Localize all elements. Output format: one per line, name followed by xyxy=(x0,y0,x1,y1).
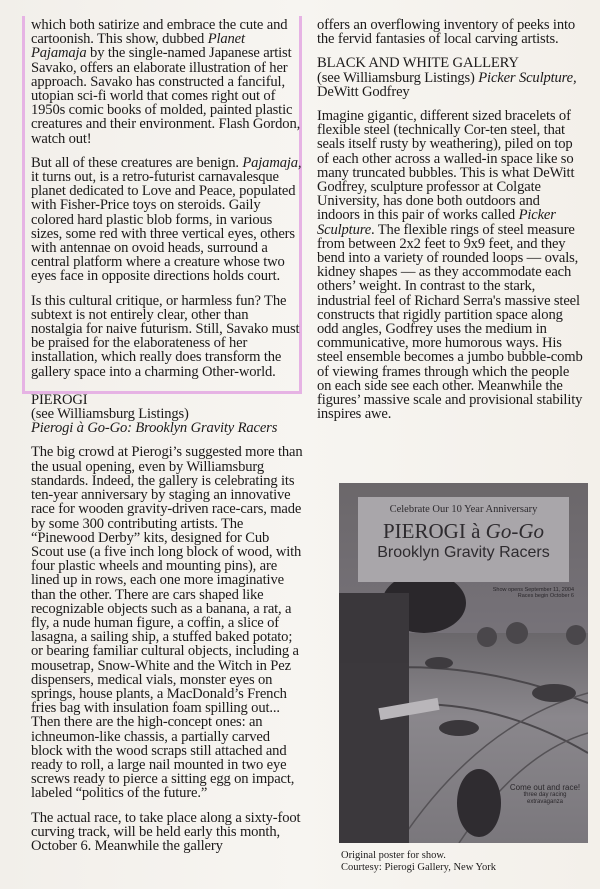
poster-title-italic: Go-Go xyxy=(485,519,544,543)
paragraph-planet-pajamaja-intro xyxy=(31,18,303,146)
paragraph-carving-artists: offers an overflowing inventory of peeks into the fervid fantasies of local carving artists. xyxy=(317,17,576,48)
text-run: (see Williamsburg Listings) xyxy=(317,69,479,86)
caption-credit: Courtesy: Pierogi Gallery, New York xyxy=(341,862,497,873)
listing-reference: (see Williamsburg Listings) xyxy=(31,406,189,423)
image-caption xyxy=(341,850,591,874)
paragraph-benign-creatures xyxy=(31,156,303,284)
race-scene-illustration xyxy=(339,633,588,843)
gallery-heading-pierogi: PIEROGI xyxy=(31,391,88,408)
right-column xyxy=(317,18,585,431)
artwork-title: Pajamaja, xyxy=(242,154,302,171)
poster-title-line xyxy=(358,519,569,543)
poster-race-track xyxy=(339,633,588,843)
artwork-title: Picker Sculpture, xyxy=(478,69,577,86)
poster-slogan xyxy=(505,783,585,806)
poster-slogan-sub: three day racing extravaganza xyxy=(523,792,567,805)
gallery-heading-black-and-white: BLACK AND WHITE GALLERY xyxy=(317,55,519,72)
paragraph-pierogi-race: The big crowd at Pierogi’s suggested more than the usual opening, even by Williamsburg standards. Indeed, the gallery is celebrating its ten-year anniversary by staging an innovative race for wooden gravity-driven race-cars, made by some 300 contributing artists. The “Pinewood Derby” kits, designed for Cub Scout use (a five inch long block of wood, with four plastic wheels and mounting pins), are lined up in rows, each one more imaginative than the other. There are cars shaped like recognizable objects such as a banana, a rat, a fly, a nude human figure, a coffin, a slice of lasagna, a sailing ship, a stuffed baked potato; or bearing familiar cultural objects, including a mousetrap, Snow-White and the Witch in Pez dispensers, medical vials, monster eyes on springs, house plants, a MacDonald’s French fries bag with insulation foam spilling out... Then there are the high-concept ones: an ichneumon-like chassis, a partially carved block with the wood scraps still attached and ready to roll, a large nail mounted in two eye screws ready to pierce a sitting egg on impact, labeled “politics of the future.” xyxy=(31,444,303,802)
poster-dates xyxy=(484,587,574,599)
text-run: it turns out, is a retro-futurist carnavalesque planet dedicated to Love and Peace, populated with Fisher-Price toys on steroids. Gaily colored hard plastic blob forms, in various sizes, some red with three vertical eyes, others with antennae on ovoid heads, surround a central platform where a creature whose two eyes face in opposite directions holds court. xyxy=(31,169,296,285)
text-run: Imagine gigantic, different sized bracelets of flexible steel (technically Cor-ten steel, that seals itself rusty by weathering), piled on top of each other across a walled-in space like so many truncated bubbles. This is what DeWitt Godfrey, sculpture professor at Colgate University, has done both outdoors and indoors in this pair of works called xyxy=(317,108,575,224)
paragraph-actual-race: The actual race, to take place along a sixty-foot curving track, will be held early this month, October 6. Meanwhile the gallery xyxy=(31,809,301,854)
poster-anniversary-line: Celebrate Our 10 Year Anniversary xyxy=(389,504,538,515)
poster-title-text: PIEROGI à xyxy=(383,519,486,543)
artwork-title: Planet Pajamaja xyxy=(31,31,245,62)
listing-reference xyxy=(317,71,585,99)
poster-show-date: Show opens September 11, 2004 xyxy=(492,587,574,593)
show-title: Pierogi à Go-Go: Brooklyn Gravity Racers xyxy=(31,420,278,437)
poster-title-banner xyxy=(358,497,569,582)
text-run: But all of these creatures are benign. xyxy=(31,154,243,171)
caption-line: Original poster for show. xyxy=(341,850,446,861)
text-run: . The flexible rings of steel measure from between 2x2 feet to 9x9 feet, and they bend into a variety of rounded loops — ovals, kidney shapes — as they accommodate each others’ weight. In contrast to the stark, industrial feel of Richard Serra's massive steel constructs that rigidly partition space along odd angles, Godfrey uses the medium in communicative, more humorous ways. His steel ensemble becomes a jumbo bubble-comb of viewing frames through which the people on each side see each other. Meanwhile the figures’ massive scale and provisional stability inspires awe. xyxy=(317,221,583,423)
text-run: which both satirize and embrace the cute and cartoonish. This show, dubbed xyxy=(31,17,288,48)
left-column xyxy=(31,18,303,863)
text-run: by the single-named Japanese artist Savako, offers an elaborate illustration of her approach. Savako has constructed a fanciful, utopian sci-fi world that comes right out of 1950s comic books of molded, painted plastic creatures and their environment. Flash Gordon, watch out! xyxy=(31,45,301,147)
poster-subtitle-line: Brooklyn Gravity Racers xyxy=(377,544,550,561)
artwork-title: Picker Sculpture xyxy=(317,207,556,238)
poster-image xyxy=(339,483,588,843)
artist-name: DeWitt Godfrey xyxy=(317,83,410,100)
paragraph-picker-sculpture xyxy=(317,109,585,421)
paragraph-cultural-critique: Is this cultural critique, or harmless fun? The subtext is not entirely clear, other than nostalgia for naive futurism. Still, Savako must be praised for the elaborateness of her installation, which really does transform the gallery space into a charming Other-world. xyxy=(31,292,300,380)
poster-race-date: Races begin October 6 xyxy=(517,593,574,599)
poster-slogan-headline: Come out and race! xyxy=(509,783,581,792)
